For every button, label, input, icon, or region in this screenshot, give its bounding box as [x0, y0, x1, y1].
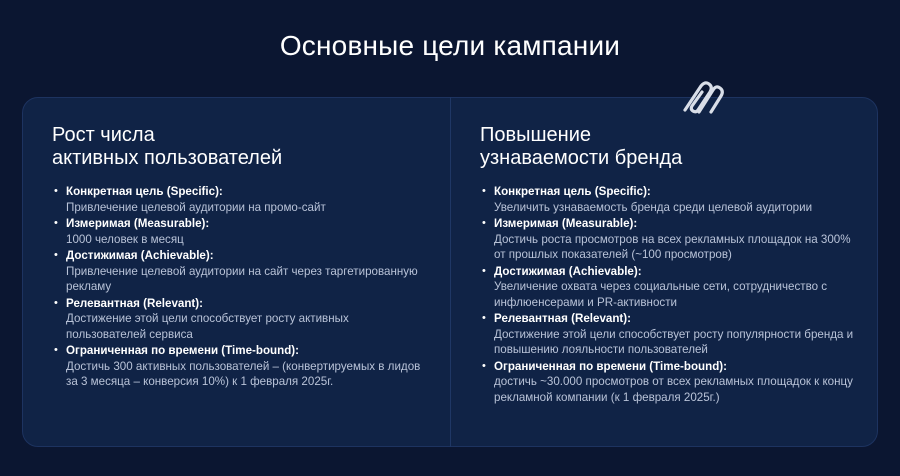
- bullet-icon: •: [482, 312, 486, 324]
- list-item: [54, 343, 432, 390]
- bullet-icon: •: [54, 217, 58, 229]
- bullet-icon: •: [54, 296, 58, 309]
- goal-label: Достижимая (Achievable):: [66, 249, 214, 262]
- goal-text: Достижение этой цели способствует росту активных пользователей сервиса: [66, 312, 349, 341]
- left-column: [52, 124, 432, 391]
- bullet-icon: •: [482, 359, 486, 372]
- goal-label: Ограниченная по времени (Time-bound):: [66, 344, 300, 357]
- right-goal-list: [480, 184, 860, 405]
- bullet-icon: •: [482, 185, 486, 197]
- bullet-icon: •: [54, 249, 58, 261]
- goal-label: Конкретная цель (Specific):: [494, 185, 651, 198]
- list-item: [482, 264, 860, 311]
- bullet-icon: •: [54, 344, 58, 356]
- goal-label: Достижимая (Achievable):: [494, 264, 642, 278]
- list-item: [482, 311, 860, 358]
- bullet-icon: •: [482, 264, 486, 277]
- list-item: [54, 248, 432, 295]
- goal-text: достичь ~30.000 просмотров от всех рекламных площадок к концу рекламной компании (к 1 февраля 2025г.): [494, 375, 853, 404]
- goal-label: Релевантная (Relevant):: [66, 296, 204, 310]
- list-item: [482, 359, 860, 406]
- goal-text: Увеличить узнаваемость бренда среди целевой аудитории: [494, 200, 813, 214]
- goal-text: Достичь роста просмотров на всех рекламных площадок на 300% от прошлых показателей (~100 просмотров): [494, 232, 851, 261]
- goal-label: Конкретная цель (Specific):: [66, 185, 223, 198]
- list-item: [54, 216, 432, 247]
- goal-text: 1000 человек в месяц: [66, 232, 184, 246]
- column-divider: [450, 97, 451, 447]
- goal-text: Привлечение целевой аудитории на сайт через таргетированную рекламу: [66, 264, 418, 293]
- goal-text: Достичь 300 активных пользователей – (конвертируемых в лидов за 3 месяца – конверсия 10%) к 1 февраля 2025г.: [66, 359, 421, 388]
- list-item: [482, 216, 860, 263]
- paperclip-icon: [679, 76, 727, 118]
- goal-label: Измеримая (Measurable):: [494, 217, 638, 230]
- goal-label: Ограниченная по времени (Time-bound):: [494, 359, 728, 373]
- bullet-icon: •: [54, 185, 58, 197]
- right-column: [480, 124, 860, 406]
- goal-text: Увеличение охвата через социальные сети, сотрудничество с инфлюенсерами и PR-активности: [494, 280, 828, 309]
- list-item: [54, 184, 432, 215]
- right-column-title: Повышение узнаваемости бренда: [480, 124, 683, 169]
- goal-text: Достижение этой цели способствует росту популярности бренда и повышению лояльности пользователей: [494, 327, 854, 356]
- page-title: Основные цели кампании: [279, 30, 621, 61]
- left-goal-list: [52, 184, 432, 390]
- list-item: [482, 184, 860, 215]
- list-item: [54, 296, 432, 343]
- bullet-icon: •: [482, 217, 486, 229]
- goal-text: Привлечение целевой аудитории на промо-сайт: [66, 200, 326, 214]
- goal-label: Релевантная (Relevant):: [494, 312, 632, 325]
- left-column-title: Рост числа активных пользователей: [52, 124, 283, 169]
- goal-label: Измеримая (Measurable):: [66, 217, 210, 230]
